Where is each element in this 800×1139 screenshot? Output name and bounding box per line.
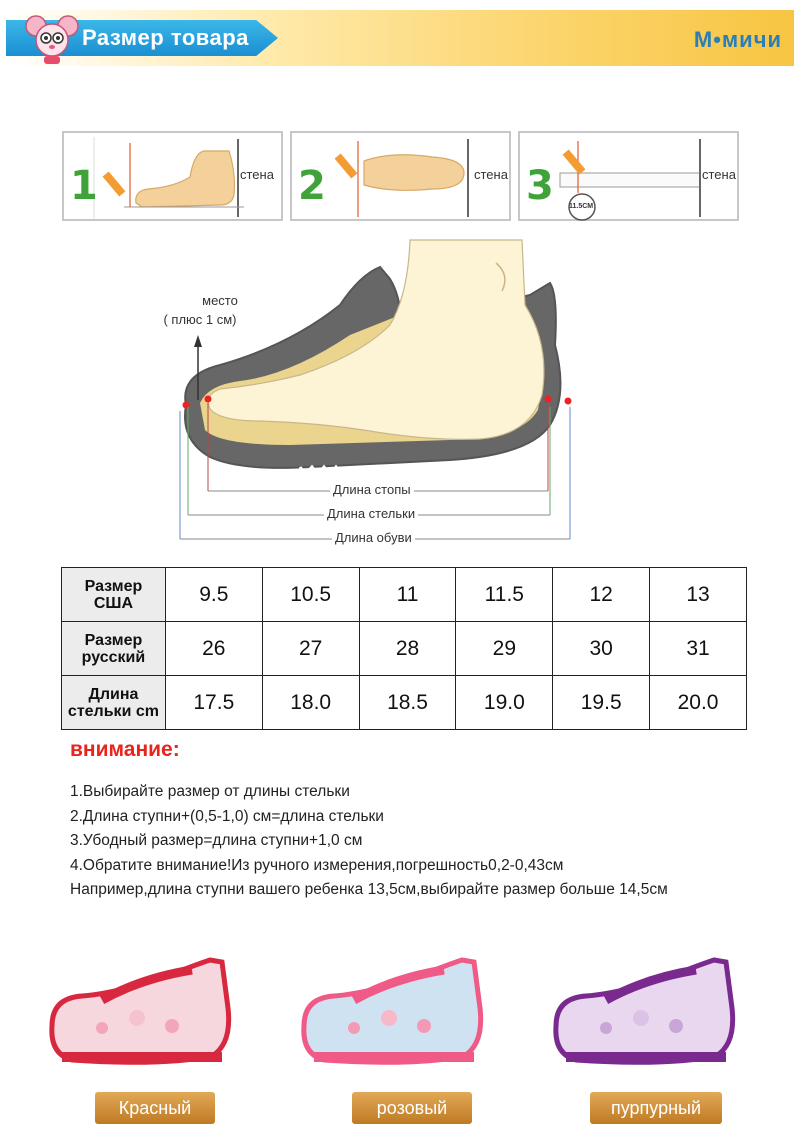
step-number-3: 3 (526, 163, 554, 209)
table-cell: 17.5 (165, 676, 262, 730)
step-number-1: 1 (70, 163, 98, 209)
table-row-insole (62, 676, 747, 730)
table-cell: 30 (553, 622, 650, 676)
row-header-us: Размер США (62, 568, 166, 622)
table-cell: 29 (456, 622, 553, 676)
foot-length-label: Длина стопы (330, 482, 414, 497)
color-option-purple[interactable]: пурпурный (590, 1092, 722, 1124)
insole-length-label: Длина стельки (324, 506, 418, 521)
table-cell: 18.0 (262, 676, 359, 730)
step-panel-1 (62, 131, 283, 221)
wall-label-2: стена (474, 167, 508, 182)
mouse-mascot-icon (24, 10, 80, 66)
table-cell: 19.5 (553, 676, 650, 730)
table-cell: 31 (650, 622, 747, 676)
note-line: 1.Выбирайте размер от длины стельки (70, 783, 350, 800)
brand-logo: M•мичи (693, 27, 782, 52)
table-cell: 10.5 (262, 568, 359, 622)
measuring-steps (62, 131, 746, 221)
shoe-pink-image (294, 948, 494, 1078)
size-table (61, 567, 747, 730)
foot-shoe-diagram (150, 235, 610, 555)
shoe-length-label: Длина обуви (332, 530, 415, 545)
space-label-line2: ( плюс 1 см) (150, 312, 250, 327)
step-number-2: 2 (298, 163, 326, 209)
table-cell: 11 (359, 568, 456, 622)
color-option-red[interactable]: Красный (95, 1092, 215, 1124)
note-line: 4.Обратите внимание!Из ручного измерения,погрешность0,2-0,43см (70, 856, 564, 874)
row-header-ru: Размер русский (62, 622, 166, 676)
note-line: Например,длина ступни вашего ребенка 13,5см,выбирайте размер больше 14,5см (70, 881, 668, 898)
shoe-red-image (42, 948, 242, 1078)
table-row-ru (62, 622, 747, 676)
shoe-purple-image (546, 948, 746, 1078)
table-cell: 19.0 (456, 676, 553, 730)
table-row-us (62, 568, 747, 622)
ruler-reading: 11.5CM (569, 203, 594, 210)
step-panel-2 (290, 131, 511, 221)
table-cell: 20.0 (650, 676, 747, 730)
note-line: 3.Убодный размер=длина ступни+1,0 см (70, 832, 363, 849)
step-panel-3 (518, 131, 739, 221)
wall-label-3: стена (702, 167, 736, 182)
space-label-line1: место (170, 293, 270, 308)
attention-title: внимание: (70, 738, 180, 761)
row-header-insole: Длина стельки cm (62, 676, 166, 730)
color-option-pink[interactable]: розовый (352, 1092, 472, 1124)
wall-label-1: стена (240, 167, 274, 182)
banner-title: Размер товара (82, 25, 249, 50)
table-cell: 12 (553, 568, 650, 622)
header-banner (6, 10, 794, 66)
table-cell: 26 (165, 622, 262, 676)
attention-notes (70, 780, 668, 903)
table-cell: 9.5 (165, 568, 262, 622)
note-line: 2.Длина ступни+(0,5-1,0) см=длина стельки (70, 807, 384, 825)
table-cell: 28 (359, 622, 456, 676)
table-cell: 27 (262, 622, 359, 676)
table-cell: 11.5 (456, 568, 553, 622)
table-cell: 18.5 (359, 676, 456, 730)
table-cell: 13 (650, 568, 747, 622)
